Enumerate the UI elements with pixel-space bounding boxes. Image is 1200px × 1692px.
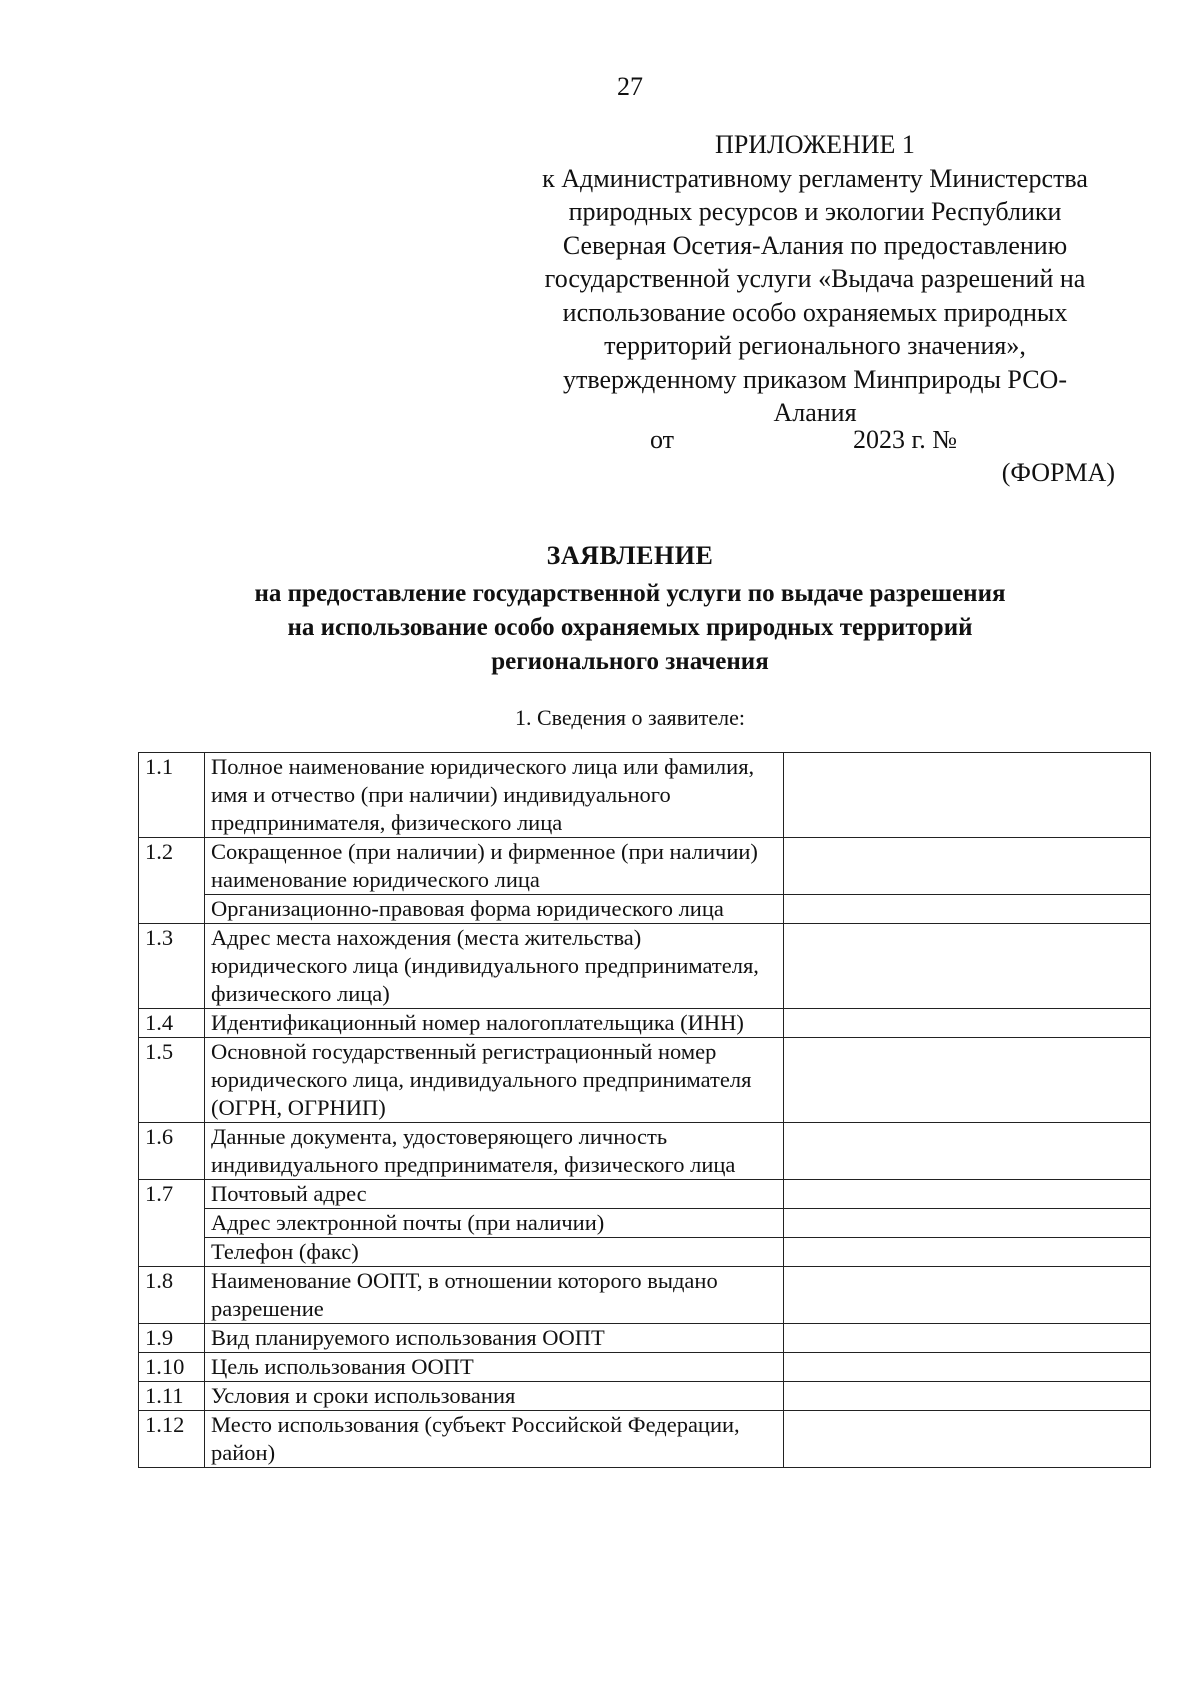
date-prefix: от — [650, 425, 675, 454]
document-subtitle — [0, 577, 1200, 679]
table-row — [139, 1009, 1151, 1038]
table-row — [139, 1238, 1151, 1267]
row-label: Цель использования ООПТ — [205, 1353, 784, 1382]
row-value-field[interactable] — [784, 753, 1151, 838]
table-row — [139, 1353, 1151, 1382]
table-row — [139, 1038, 1151, 1123]
appendix-line: Северная Осетия-Алания по предоставлению — [562, 230, 1068, 260]
table-row — [139, 753, 1151, 838]
order-date-line — [0, 425, 1200, 459]
row-value-field[interactable] — [784, 1353, 1151, 1382]
row-number: 1.4 — [139, 1009, 205, 1038]
row-value-field[interactable] — [784, 1009, 1151, 1038]
row-label: Наименование ООПТ, в отношении которого выдано разрешение — [205, 1267, 784, 1324]
appendix-line: использование особо охраняемых природных — [562, 297, 1068, 327]
appendix-line: территорий регионального значения», — [604, 331, 1026, 360]
subtitle-line: на предоставление государственной услуги по выдаче разрешения — [254, 580, 1006, 607]
row-number: 1.6 — [139, 1123, 205, 1180]
row-label: Организационно-правовая форма юридического лица — [205, 895, 784, 924]
row-label: Идентификационный номер налогоплательщика (ИНН) — [205, 1009, 784, 1038]
appendix-line: утвержденному приказом Минприроды РСО- — [562, 364, 1067, 394]
row-value-field[interactable] — [784, 1209, 1151, 1238]
row-label: Условия и сроки использования — [205, 1382, 784, 1411]
table-row — [139, 895, 1151, 924]
row-label: Полное наименование юридического лица или фамилия, имя и отчество (при наличии) индивидуального предпринимателя, физического лица — [205, 753, 784, 838]
appendix-block — [500, 128, 1130, 430]
table-row — [139, 1180, 1151, 1209]
section-label: 1. Сведения о заявителе: — [514, 705, 745, 730]
row-value-field[interactable] — [784, 1238, 1151, 1267]
row-value-field[interactable] — [784, 1123, 1151, 1180]
row-number: 1.7 — [139, 1180, 205, 1267]
row-label: Данные документа, удостоверяющего личность индивидуального предпринимателя, физического лица — [205, 1123, 784, 1180]
row-number: 1.5 — [139, 1038, 205, 1123]
row-number: 1.2 — [139, 838, 205, 924]
row-label: Сокращенное (при наличии) и фирменное (при наличии) наименование юридического лица — [205, 838, 784, 895]
table-row — [139, 1209, 1151, 1238]
row-label: Адрес электронной почты (при наличии) — [205, 1209, 784, 1238]
appendix-line: государственной услуги «Выдача разрешений на — [544, 264, 1086, 293]
row-label: Вид планируемого использования ООПТ — [205, 1324, 784, 1353]
row-number: 1.3 — [139, 924, 205, 1009]
row-label: Телефон (факс) — [205, 1238, 784, 1267]
subtitle-line: регионального значения — [491, 648, 769, 675]
row-number: 1.9 — [139, 1324, 205, 1353]
subtitle-line: на использование особо охраняемых природных территорий — [287, 614, 973, 641]
row-label: Основной государственный регистрационный номер юридического лица, индивидуального предпринимателя (ОГРН, ОГРНИП) — [205, 1038, 784, 1123]
applicant-info-table — [138, 752, 1151, 1468]
date-year-number: 2023 г. № — [853, 425, 958, 454]
row-label: Почтовый адрес — [205, 1180, 784, 1209]
appendix-heading: ПРИЛОЖЕНИЕ 1 — [715, 130, 915, 159]
document-title: ЗАЯВЛЕНИЕ — [546, 541, 714, 570]
row-label: Место использования (субъект Российской Федерации, район) — [205, 1411, 784, 1468]
row-value-field[interactable] — [784, 1411, 1151, 1468]
form-mark: (ФОРМА) — [1001, 458, 1115, 487]
row-value-field[interactable] — [784, 1038, 1151, 1123]
row-number: 1.1 — [139, 753, 205, 838]
page-number: 27 — [617, 72, 643, 101]
row-value-field[interactable] — [784, 1267, 1151, 1324]
table-row — [139, 1411, 1151, 1468]
row-value-field[interactable] — [784, 1382, 1151, 1411]
table-row — [139, 1267, 1151, 1324]
table-row — [139, 838, 1151, 895]
row-value-field[interactable] — [784, 1180, 1151, 1209]
row-number: 1.12 — [139, 1411, 205, 1468]
row-number: 1.10 — [139, 1353, 205, 1382]
row-label: Адрес места нахождения (места жительства) юридического лица (индивидуального предпринимателя, физического лица) — [205, 924, 784, 1009]
table-row — [139, 1382, 1151, 1411]
row-value-field[interactable] — [784, 924, 1151, 1009]
appendix-line: Алания — [773, 398, 857, 427]
row-value-field[interactable] — [784, 838, 1151, 895]
table-row — [139, 924, 1151, 1009]
table-row — [139, 1123, 1151, 1180]
appendix-line: природных ресурсов и экологии Республики — [568, 197, 1062, 226]
appendix-line: к Административному регламенту Министерства — [542, 163, 1088, 193]
row-number: 1.8 — [139, 1267, 205, 1324]
row-value-field[interactable] — [784, 1324, 1151, 1353]
row-value-field[interactable] — [784, 895, 1151, 924]
table-row — [139, 1324, 1151, 1353]
row-number: 1.11 — [139, 1382, 205, 1411]
